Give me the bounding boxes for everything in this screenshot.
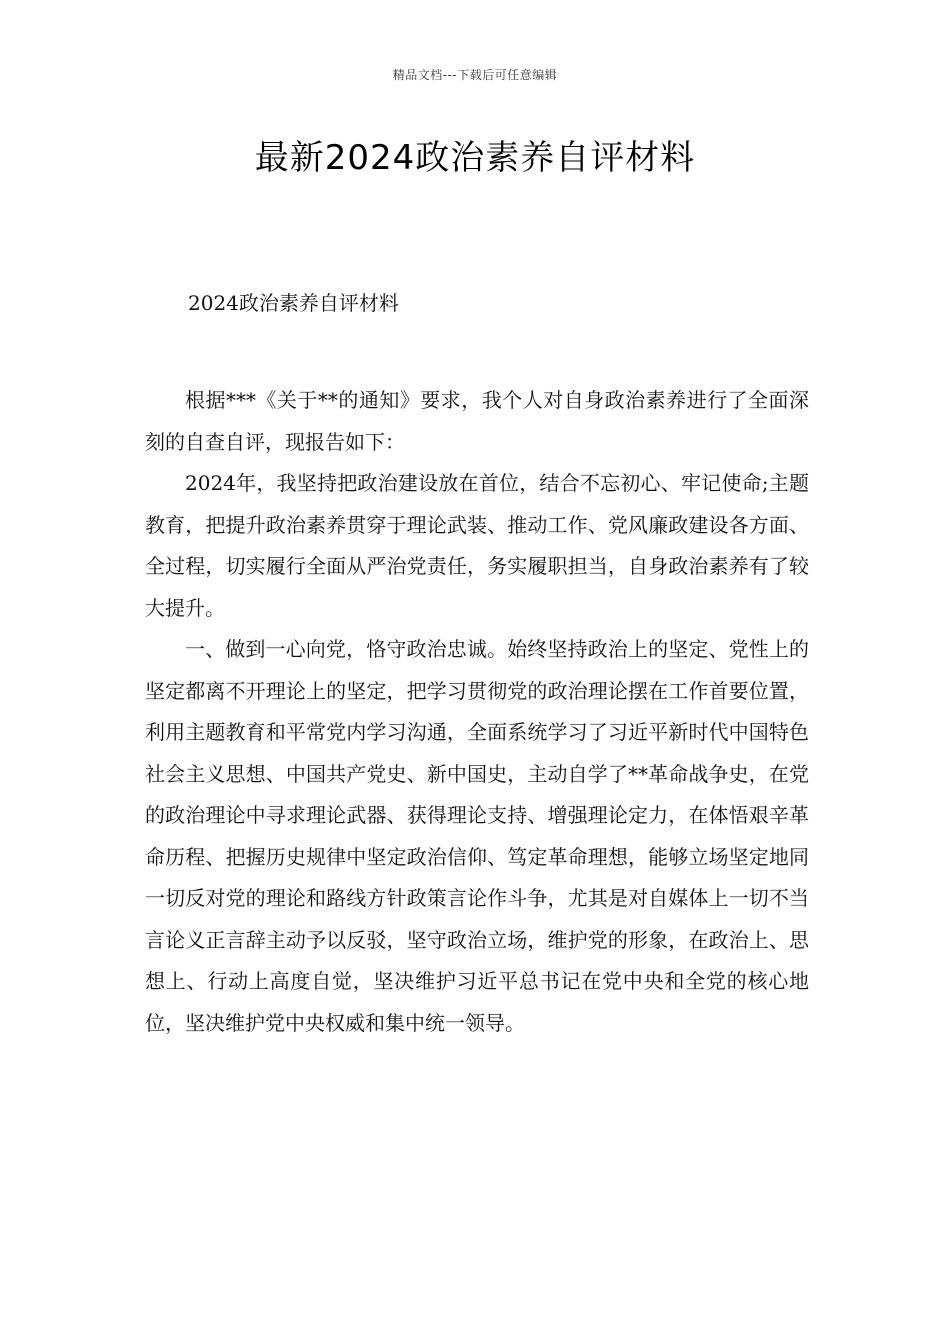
paragraph-summary: 2024年，我坚持把政治建设放在首位，结合不忘初心、牢记使命;主题教育，把提升政治素养贯穿于理论武装、推动工作、党风廉政建设各方面、全过程，切实履行全面从严治党责任，务实履职担当，自身政治素养有了较大提升。 [145, 471, 809, 620]
document-subtitle: 2024政治素养自评材料 [188, 291, 399, 315]
paragraph-section-one: 一、做到一心向党，恪守政治忠诚。始终坚持政治上的坚定、党性上的坚定都离不开理论上的坚定，把学习贯彻党的政治理论摆在工作首要位置，利用主题教育和平常党内学习沟通，全面系统学习了习近平新时代中国特色社会主义思想、中国共产党史、新中国史，主动自学了**革命战争史，在党的政治理论中寻求理论武器、获得理论支持、增强理论定力，在体悟艰辛革命历程、把握历史规律中坚定政治信仰、笃定革命理想，能够立场坚定地同一切反对党的理论和路线方针政策言论作斗争，尤其是对自媒体上一切不当言论义正言辞主动予以反驳，坚守政治立场，维护党的形象，在政治上、思想上、行动上高度自觉，坚决维护习近平总书记在党中央和全党的核心地位，坚决维护党中央权威和集中统一领导。 [145, 637, 809, 1035]
document-body [145, 380, 809, 1044]
document-title: 最新2024政治素养自评材料 [254, 138, 696, 178]
header-note: 精品文档---下载后可任意编辑 [392, 68, 558, 82]
paragraph-intro: 根据***《关于**的通知》要求，我个人对自身政治素养进行了全面深刻的自查自评，现报告如下： [145, 388, 809, 454]
